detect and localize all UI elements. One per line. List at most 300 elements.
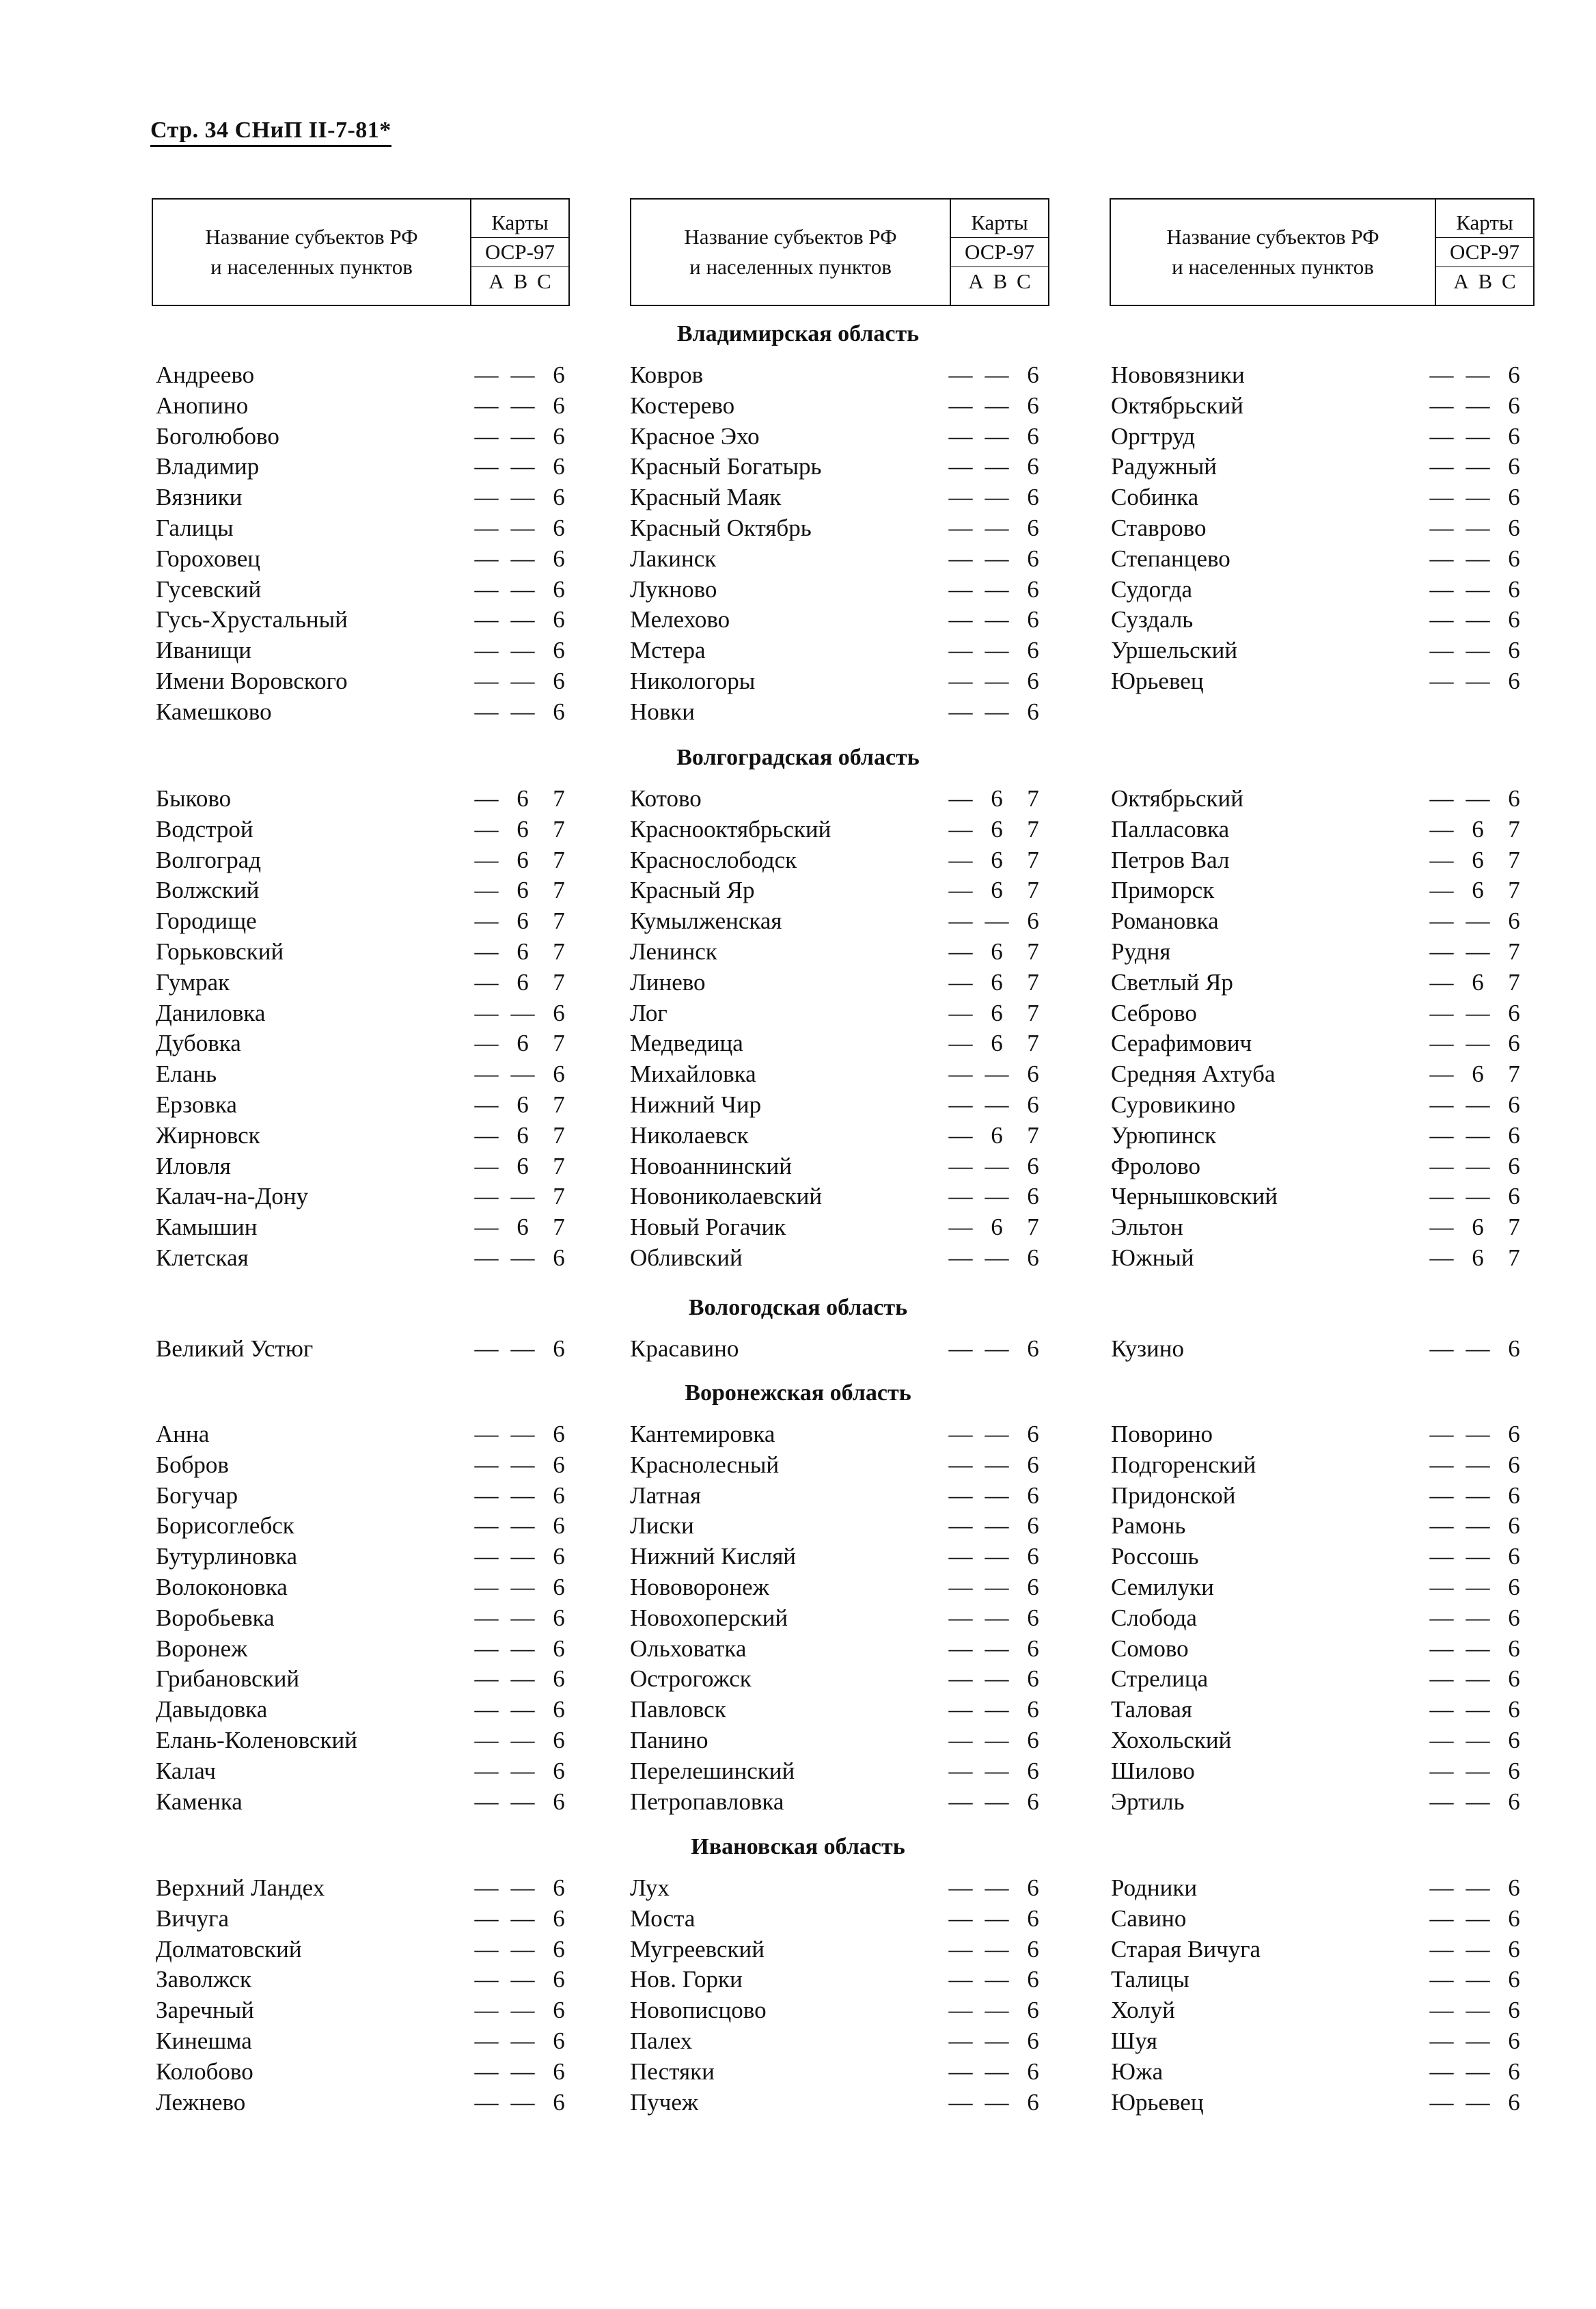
map-b-value: — bbox=[1466, 2058, 1490, 2085]
map-b-value: — bbox=[985, 606, 1009, 633]
settlement-name: Гусевский bbox=[156, 575, 262, 603]
settlement-row bbox=[156, 451, 574, 482]
map-b-value: — bbox=[1466, 484, 1490, 511]
map-c-value: 6 bbox=[1027, 1061, 1039, 1088]
settlement-row bbox=[1111, 1242, 1529, 1273]
map-c-value: 6 bbox=[1027, 1935, 1039, 1963]
settlement-name: Старая Вичуга bbox=[1111, 1935, 1261, 1963]
settlement-name: Грибановский bbox=[156, 1665, 300, 1693]
map-b-value: — bbox=[985, 1635, 1009, 1662]
settlement-row bbox=[1111, 1572, 1529, 1602]
map-b-value: 6 bbox=[517, 968, 529, 996]
region-title: Владимирская область bbox=[676, 321, 920, 346]
settlement-name: Костерево bbox=[630, 392, 735, 419]
map-a-value: — bbox=[948, 1121, 973, 1149]
settlement-name: Суровикино bbox=[1111, 1091, 1236, 1118]
settlement-name: Чернышковский bbox=[1111, 1183, 1278, 1210]
header-name-line2: и населенных пунктов bbox=[210, 255, 413, 279]
map-c-value: 6 bbox=[553, 1665, 565, 1693]
settlement-name: Судогда bbox=[1111, 575, 1193, 603]
settlement-name: Октябрьский bbox=[1111, 785, 1244, 812]
settlement-name: Панино bbox=[630, 1727, 708, 1753]
map-b-value: — bbox=[510, 1512, 535, 1540]
map-c-value: 6 bbox=[1027, 1451, 1039, 1478]
map-b-value: — bbox=[510, 1904, 535, 1932]
settlement-row bbox=[156, 1541, 574, 1572]
map-b-value: 6 bbox=[991, 938, 1003, 965]
header-name-line1: Название субъектов РФ bbox=[1166, 225, 1379, 249]
map-c-value: 7 bbox=[1027, 1214, 1039, 1241]
map-b-value: — bbox=[1466, 1335, 1490, 1362]
settlement-name: Кантемировка bbox=[630, 1421, 775, 1447]
map-a-value: — bbox=[1429, 1335, 1454, 1362]
settlement-name: Павловск bbox=[630, 1696, 726, 1723]
header-maps-title: Карты bbox=[1456, 210, 1513, 234]
settlement-name: Степанцево bbox=[1111, 545, 1230, 572]
map-a-value: — bbox=[948, 1214, 973, 1241]
map-b-value: — bbox=[510, 484, 535, 511]
map-b-value: 6 bbox=[1472, 1214, 1484, 1241]
map-a-value: — bbox=[1429, 1421, 1454, 1447]
settlement-name: Воробьевка bbox=[156, 1604, 275, 1631]
settlement-name: Красное Эхо bbox=[630, 422, 760, 450]
settlement-name: Иловля bbox=[156, 1152, 231, 1179]
settlement-row bbox=[156, 845, 574, 875]
settlement-name: Волоконовка bbox=[156, 1574, 288, 1600]
map-a-value: — bbox=[948, 999, 973, 1026]
settlement-name: Новониколаевский bbox=[630, 1183, 823, 1210]
settlement-name: Красный Октябрь bbox=[630, 515, 812, 541]
settlement-row bbox=[156, 359, 574, 390]
settlement-name: Рамонь bbox=[1111, 1512, 1186, 1540]
settlement-name: Лежнево bbox=[156, 2088, 246, 2116]
map-c-value: 6 bbox=[1508, 1604, 1520, 1631]
settlement-name: Гумрак bbox=[156, 968, 230, 996]
settlement-name: Колобово bbox=[156, 2058, 253, 2085]
header-name-line2: и населенных пунктов bbox=[1172, 255, 1374, 279]
map-b-value: — bbox=[1466, 2027, 1490, 2054]
map-b-value: — bbox=[1466, 1121, 1490, 1149]
settlement-row bbox=[1111, 845, 1529, 875]
settlement-row bbox=[630, 905, 1048, 936]
header-name-line1: Название субъектов РФ bbox=[205, 225, 418, 249]
map-a-value: — bbox=[948, 1665, 973, 1693]
settlement-name: Кумылженская bbox=[630, 907, 782, 935]
map-a-value: — bbox=[474, 968, 499, 996]
settlement-row bbox=[630, 1333, 1048, 1364]
map-a-value: — bbox=[948, 1030, 973, 1057]
map-b-value: 6 bbox=[517, 907, 529, 935]
map-b-value: 6 bbox=[517, 846, 529, 873]
map-a-value: — bbox=[948, 637, 973, 664]
map-b-value: — bbox=[510, 545, 535, 572]
map-c-value: 6 bbox=[553, 575, 565, 603]
map-c-value: 6 bbox=[1027, 575, 1039, 603]
settlement-row bbox=[630, 604, 1048, 635]
settlement-row bbox=[1111, 2087, 1529, 2118]
map-a-value: — bbox=[474, 1665, 499, 1693]
map-a-value: — bbox=[1429, 1997, 1454, 2024]
map-a-value: — bbox=[474, 1604, 499, 1631]
map-b-value: 6 bbox=[991, 968, 1003, 996]
map-b-value: — bbox=[1466, 999, 1490, 1026]
map-a-value: — bbox=[1429, 2027, 1454, 2054]
settlement-row bbox=[156, 905, 574, 936]
map-b-value: 6 bbox=[517, 1030, 529, 1057]
map-a-value: — bbox=[1429, 392, 1454, 419]
settlement-name: Сомово bbox=[1111, 1635, 1189, 1662]
map-b-value: 6 bbox=[991, 1121, 1003, 1149]
map-b-value: — bbox=[985, 1935, 1009, 1963]
map-a-value: — bbox=[474, 1874, 499, 1901]
map-b-value: — bbox=[985, 1244, 1009, 1271]
map-a-value: — bbox=[948, 907, 973, 935]
table-header-col-1 bbox=[152, 198, 570, 306]
settlement-row bbox=[630, 1120, 1048, 1151]
settlement-name: Камешково bbox=[156, 698, 272, 725]
map-c-value: 7 bbox=[1027, 1121, 1039, 1149]
map-b-value: 6 bbox=[991, 1214, 1003, 1241]
map-a-value: — bbox=[1429, 1214, 1454, 1241]
map-c-value: 6 bbox=[1508, 1183, 1520, 1210]
settlement-name: Моста bbox=[630, 1904, 696, 1932]
settlement-name: Андреево bbox=[156, 361, 255, 388]
settlement-name: Волжский bbox=[156, 877, 260, 904]
map-c-value: 6 bbox=[553, 1061, 565, 1088]
map-a-value: — bbox=[948, 2058, 973, 2085]
map-a-value: — bbox=[948, 545, 973, 572]
settlement-row bbox=[1111, 1694, 1529, 1725]
map-a-value: — bbox=[1429, 1451, 1454, 1478]
map-c-value: 7 bbox=[1027, 815, 1039, 843]
map-c-value: 7 bbox=[1027, 938, 1039, 965]
map-a-value: — bbox=[1429, 1512, 1454, 1540]
settlement-row bbox=[1111, 1934, 1529, 1965]
settlement-row bbox=[630, 875, 1048, 905]
settlement-name: Анна bbox=[156, 1421, 210, 1447]
settlement-name: Заволжск bbox=[156, 1966, 251, 1993]
settlement-row bbox=[1111, 814, 1529, 845]
map-b-value: — bbox=[1466, 1935, 1490, 1963]
map-b-value: — bbox=[985, 668, 1009, 694]
settlement-row bbox=[156, 1089, 574, 1120]
map-a-value: — bbox=[1429, 785, 1454, 812]
map-c-value: 6 bbox=[553, 1727, 565, 1753]
map-c-value: 6 bbox=[1508, 1635, 1520, 1662]
map-a-value: — bbox=[474, 1152, 499, 1179]
settlement-name: Лакинск bbox=[630, 545, 717, 572]
settlement-name: Великий Устюг bbox=[156, 1335, 314, 1362]
settlement-name: Ерзовка bbox=[156, 1091, 237, 1118]
settlement-name: Волгоград bbox=[156, 846, 262, 873]
map-a-value: — bbox=[474, 545, 499, 572]
settlement-name: Мстера bbox=[630, 637, 706, 664]
map-c-value: 6 bbox=[1027, 1604, 1039, 1631]
map-a-value: — bbox=[948, 1152, 973, 1179]
settlement-name: Жирновск bbox=[156, 1121, 260, 1149]
map-b-value: — bbox=[510, 361, 535, 388]
settlement-name: Долматовский bbox=[156, 1935, 302, 1963]
page-header: Стр. 34 СНиП II-7-81* bbox=[150, 118, 391, 147]
map-a-value: — bbox=[1429, 422, 1454, 450]
map-a-value: — bbox=[474, 1451, 499, 1478]
settlement-row bbox=[156, 1755, 574, 1786]
settlement-name: Мелехово bbox=[630, 606, 730, 633]
map-a-value: — bbox=[474, 1788, 499, 1815]
map-a-value: — bbox=[948, 606, 973, 633]
settlement-row bbox=[630, 574, 1048, 605]
settlement-row bbox=[156, 604, 574, 635]
map-c-value: 7 bbox=[553, 877, 565, 904]
settlement-row bbox=[630, 1541, 1048, 1572]
settlement-row bbox=[156, 2087, 574, 2118]
settlement-row bbox=[156, 1449, 574, 1480]
map-a-value: — bbox=[1429, 2058, 1454, 2085]
map-b-value: — bbox=[1466, 938, 1490, 965]
map-b-value: — bbox=[1466, 1665, 1490, 1693]
map-c-value: 6 bbox=[1508, 1696, 1520, 1723]
settlement-row bbox=[630, 1419, 1048, 1449]
map-b-value: — bbox=[510, 999, 535, 1026]
settlement-name: Новки bbox=[630, 698, 696, 725]
map-a-value: — bbox=[1429, 1935, 1454, 1963]
map-b-value: — bbox=[1466, 1966, 1490, 1993]
map-b-value: — bbox=[985, 1512, 1009, 1540]
map-c-value: 6 bbox=[1027, 1543, 1039, 1570]
settlement-name: Краснослободск bbox=[630, 846, 797, 873]
map-a-value: — bbox=[1429, 1091, 1454, 1118]
settlement-name: Светлый Яр bbox=[1111, 968, 1233, 996]
map-a-value: — bbox=[948, 1635, 973, 1662]
map-a-value: — bbox=[948, 1904, 973, 1932]
settlement-name: Кузино bbox=[1111, 1335, 1184, 1362]
map-c-value: 7 bbox=[1508, 877, 1520, 904]
map-b-value: 6 bbox=[991, 846, 1003, 873]
map-c-value: 6 bbox=[1027, 1727, 1039, 1753]
map-c-value: 6 bbox=[1508, 361, 1520, 388]
map-c-value: 6 bbox=[1027, 392, 1039, 419]
map-b-value: — bbox=[1466, 1574, 1490, 1600]
settlement-row bbox=[630, 513, 1048, 543]
map-b-value: 6 bbox=[991, 877, 1003, 904]
map-b-value: — bbox=[510, 575, 535, 603]
map-c-value: 6 bbox=[1027, 1421, 1039, 1447]
map-b-value: — bbox=[985, 575, 1009, 603]
map-c-value: 6 bbox=[1027, 2058, 1039, 2085]
map-b-value: — bbox=[1466, 785, 1490, 812]
map-c-value: 6 bbox=[1027, 422, 1039, 450]
map-a-value: — bbox=[948, 1244, 973, 1271]
map-c-value: 6 bbox=[553, 392, 565, 419]
map-b-value: — bbox=[985, 1335, 1009, 1362]
map-c-value: 7 bbox=[553, 1152, 565, 1179]
settlement-name: Вичуга bbox=[156, 1904, 230, 1932]
settlement-row bbox=[1111, 1419, 1529, 1449]
map-a-value: — bbox=[474, 1696, 499, 1723]
map-b-value: — bbox=[510, 1574, 535, 1600]
settlement-row bbox=[630, 1572, 1048, 1602]
settlement-row bbox=[156, 696, 574, 727]
map-a-value: — bbox=[1429, 1183, 1454, 1210]
map-a-value: — bbox=[474, 392, 499, 419]
map-a-value: — bbox=[1429, 606, 1454, 633]
settlement-name: Себрово bbox=[1111, 999, 1197, 1026]
map-c-value: 7 bbox=[1027, 785, 1039, 812]
settlement-name: Урюпинск bbox=[1111, 1121, 1217, 1149]
map-c-value: 7 bbox=[553, 1121, 565, 1149]
map-b-value: — bbox=[510, 1874, 535, 1901]
settlement-row bbox=[1111, 513, 1529, 543]
map-a-value: — bbox=[474, 515, 499, 541]
map-a-value: — bbox=[1429, 575, 1454, 603]
settlement-name: Линево bbox=[630, 968, 706, 996]
settlement-row bbox=[156, 390, 574, 421]
map-c-value: 6 bbox=[1508, 484, 1520, 511]
settlement-row bbox=[1111, 666, 1529, 696]
settlement-row bbox=[630, 390, 1048, 421]
map-a-value: — bbox=[1429, 1874, 1454, 1901]
settlement-name: Имени Воровского bbox=[156, 668, 348, 694]
map-b-value: — bbox=[1466, 668, 1490, 694]
map-b-value: — bbox=[1466, 1091, 1490, 1118]
map-a-value: — bbox=[948, 1727, 973, 1753]
settlement-row bbox=[1111, 1725, 1529, 1755]
map-b-value: — bbox=[985, 1421, 1009, 1447]
settlement-name: Ставрово bbox=[1111, 515, 1207, 541]
map-b-value: — bbox=[985, 1757, 1009, 1784]
map-a-value: — bbox=[948, 968, 973, 996]
settlement-row bbox=[156, 1212, 574, 1242]
settlement-row bbox=[630, 2025, 1048, 2056]
settlement-name: Котово bbox=[630, 785, 702, 812]
map-b-value: — bbox=[1466, 1874, 1490, 1901]
map-b-value: — bbox=[510, 637, 535, 664]
settlement-row bbox=[1111, 875, 1529, 905]
settlement-name: Латная bbox=[630, 1481, 702, 1509]
map-a-value: — bbox=[1429, 545, 1454, 572]
map-a-value: — bbox=[474, 815, 499, 843]
map-c-value: 6 bbox=[1508, 1757, 1520, 1784]
settlement-row bbox=[630, 1694, 1048, 1725]
settlement-row bbox=[1111, 1510, 1529, 1541]
map-a-value: — bbox=[948, 1696, 973, 1723]
settlement-row bbox=[630, 1995, 1048, 2025]
settlement-name: Россошь bbox=[1111, 1543, 1199, 1570]
map-b-value: — bbox=[1466, 2088, 1490, 2116]
settlement-row bbox=[630, 845, 1048, 875]
settlement-name: Рудня bbox=[1111, 938, 1171, 965]
header-maps-abc: А В С bbox=[951, 267, 1048, 296]
map-c-value: 6 bbox=[1508, 575, 1520, 603]
settlement-name: Воронеж bbox=[156, 1635, 248, 1662]
map-c-value: 6 bbox=[1508, 637, 1520, 664]
map-a-value: — bbox=[1429, 1121, 1454, 1149]
settlement-name: Краснолесный bbox=[630, 1451, 780, 1478]
settlement-row bbox=[1111, 905, 1529, 936]
settlement-row bbox=[1111, 635, 1529, 666]
settlement-name: Калач-на-Дону bbox=[156, 1183, 309, 1210]
map-c-value: 6 bbox=[1027, 361, 1039, 388]
settlement-name: Нов. Горки bbox=[630, 1966, 743, 1993]
table-header-col-3 bbox=[1110, 198, 1535, 306]
settlement-row bbox=[1111, 2025, 1529, 2056]
settlement-row bbox=[630, 543, 1048, 574]
map-a-value: — bbox=[948, 484, 973, 511]
map-c-value: 6 bbox=[1508, 1091, 1520, 1118]
map-b-value: 6 bbox=[517, 815, 529, 843]
settlement-name: Пучеж bbox=[630, 2088, 699, 2116]
map-c-value: 6 bbox=[1027, 1966, 1039, 1993]
map-a-value: — bbox=[1429, 1481, 1454, 1509]
settlement-row bbox=[156, 1510, 574, 1541]
settlement-row bbox=[156, 1995, 574, 2025]
settlement-row bbox=[1111, 1028, 1529, 1058]
map-b-value: — bbox=[985, 1451, 1009, 1478]
map-a-value: — bbox=[1429, 1904, 1454, 1932]
settlement-name: Быково bbox=[156, 785, 232, 812]
map-c-value: 6 bbox=[1508, 1935, 1520, 1963]
settlement-name: Серафимович bbox=[1111, 1030, 1252, 1057]
settlement-row bbox=[156, 814, 574, 845]
settlement-row bbox=[1111, 543, 1529, 574]
settlement-name: Горьковский bbox=[156, 938, 284, 965]
map-a-value: — bbox=[1429, 668, 1454, 694]
map-a-value: — bbox=[474, 1727, 499, 1753]
settlement-row bbox=[630, 1964, 1048, 1995]
settlement-row bbox=[156, 1333, 574, 1364]
map-b-value: 6 bbox=[991, 999, 1003, 1026]
map-c-value: 6 bbox=[553, 1966, 565, 1993]
settlement-row bbox=[630, 1755, 1048, 1786]
settlement-row bbox=[1111, 1089, 1529, 1120]
map-b-value: 6 bbox=[1472, 968, 1484, 996]
header-maps-cell bbox=[1435, 200, 1533, 305]
map-b-value: — bbox=[1466, 1635, 1490, 1662]
map-a-value: — bbox=[1429, 877, 1454, 904]
map-c-value: 6 bbox=[1508, 785, 1520, 812]
map-a-value: — bbox=[948, 1481, 973, 1509]
region-title: Вологодская область bbox=[688, 1295, 908, 1320]
map-c-value: 6 bbox=[553, 698, 565, 725]
settlement-row bbox=[1111, 390, 1529, 421]
map-a-value: — bbox=[1429, 1788, 1454, 1815]
settlement-name: Новый Рогачик bbox=[630, 1214, 786, 1241]
settlement-name: Юрьевец bbox=[1111, 2088, 1204, 2116]
settlement-row bbox=[1111, 1212, 1529, 1242]
settlement-name: Никологоры bbox=[630, 668, 756, 694]
settlement-row bbox=[156, 1028, 574, 1058]
map-c-value: 6 bbox=[1508, 1335, 1520, 1362]
region-title: Воронежская область bbox=[685, 1380, 911, 1406]
settlement-name: Галицы bbox=[156, 515, 234, 541]
header-maps-cell bbox=[470, 200, 568, 305]
settlement-row bbox=[1111, 359, 1529, 390]
settlement-name: Городище bbox=[156, 907, 257, 935]
map-a-value: — bbox=[474, 453, 499, 480]
map-b-value: — bbox=[985, 361, 1009, 388]
map-b-value: — bbox=[1466, 1421, 1490, 1447]
map-a-value: — bbox=[1429, 453, 1454, 480]
map-a-value: — bbox=[1429, 637, 1454, 664]
settlement-row bbox=[630, 1151, 1048, 1181]
map-b-value: — bbox=[1466, 575, 1490, 603]
map-a-value: — bbox=[474, 2088, 499, 2116]
settlement-name: Эльтон bbox=[1111, 1214, 1183, 1241]
map-b-value: — bbox=[1466, 453, 1490, 480]
map-a-value: — bbox=[474, 846, 499, 873]
map-a-value: — bbox=[1429, 484, 1454, 511]
map-c-value: 6 bbox=[553, 545, 565, 572]
